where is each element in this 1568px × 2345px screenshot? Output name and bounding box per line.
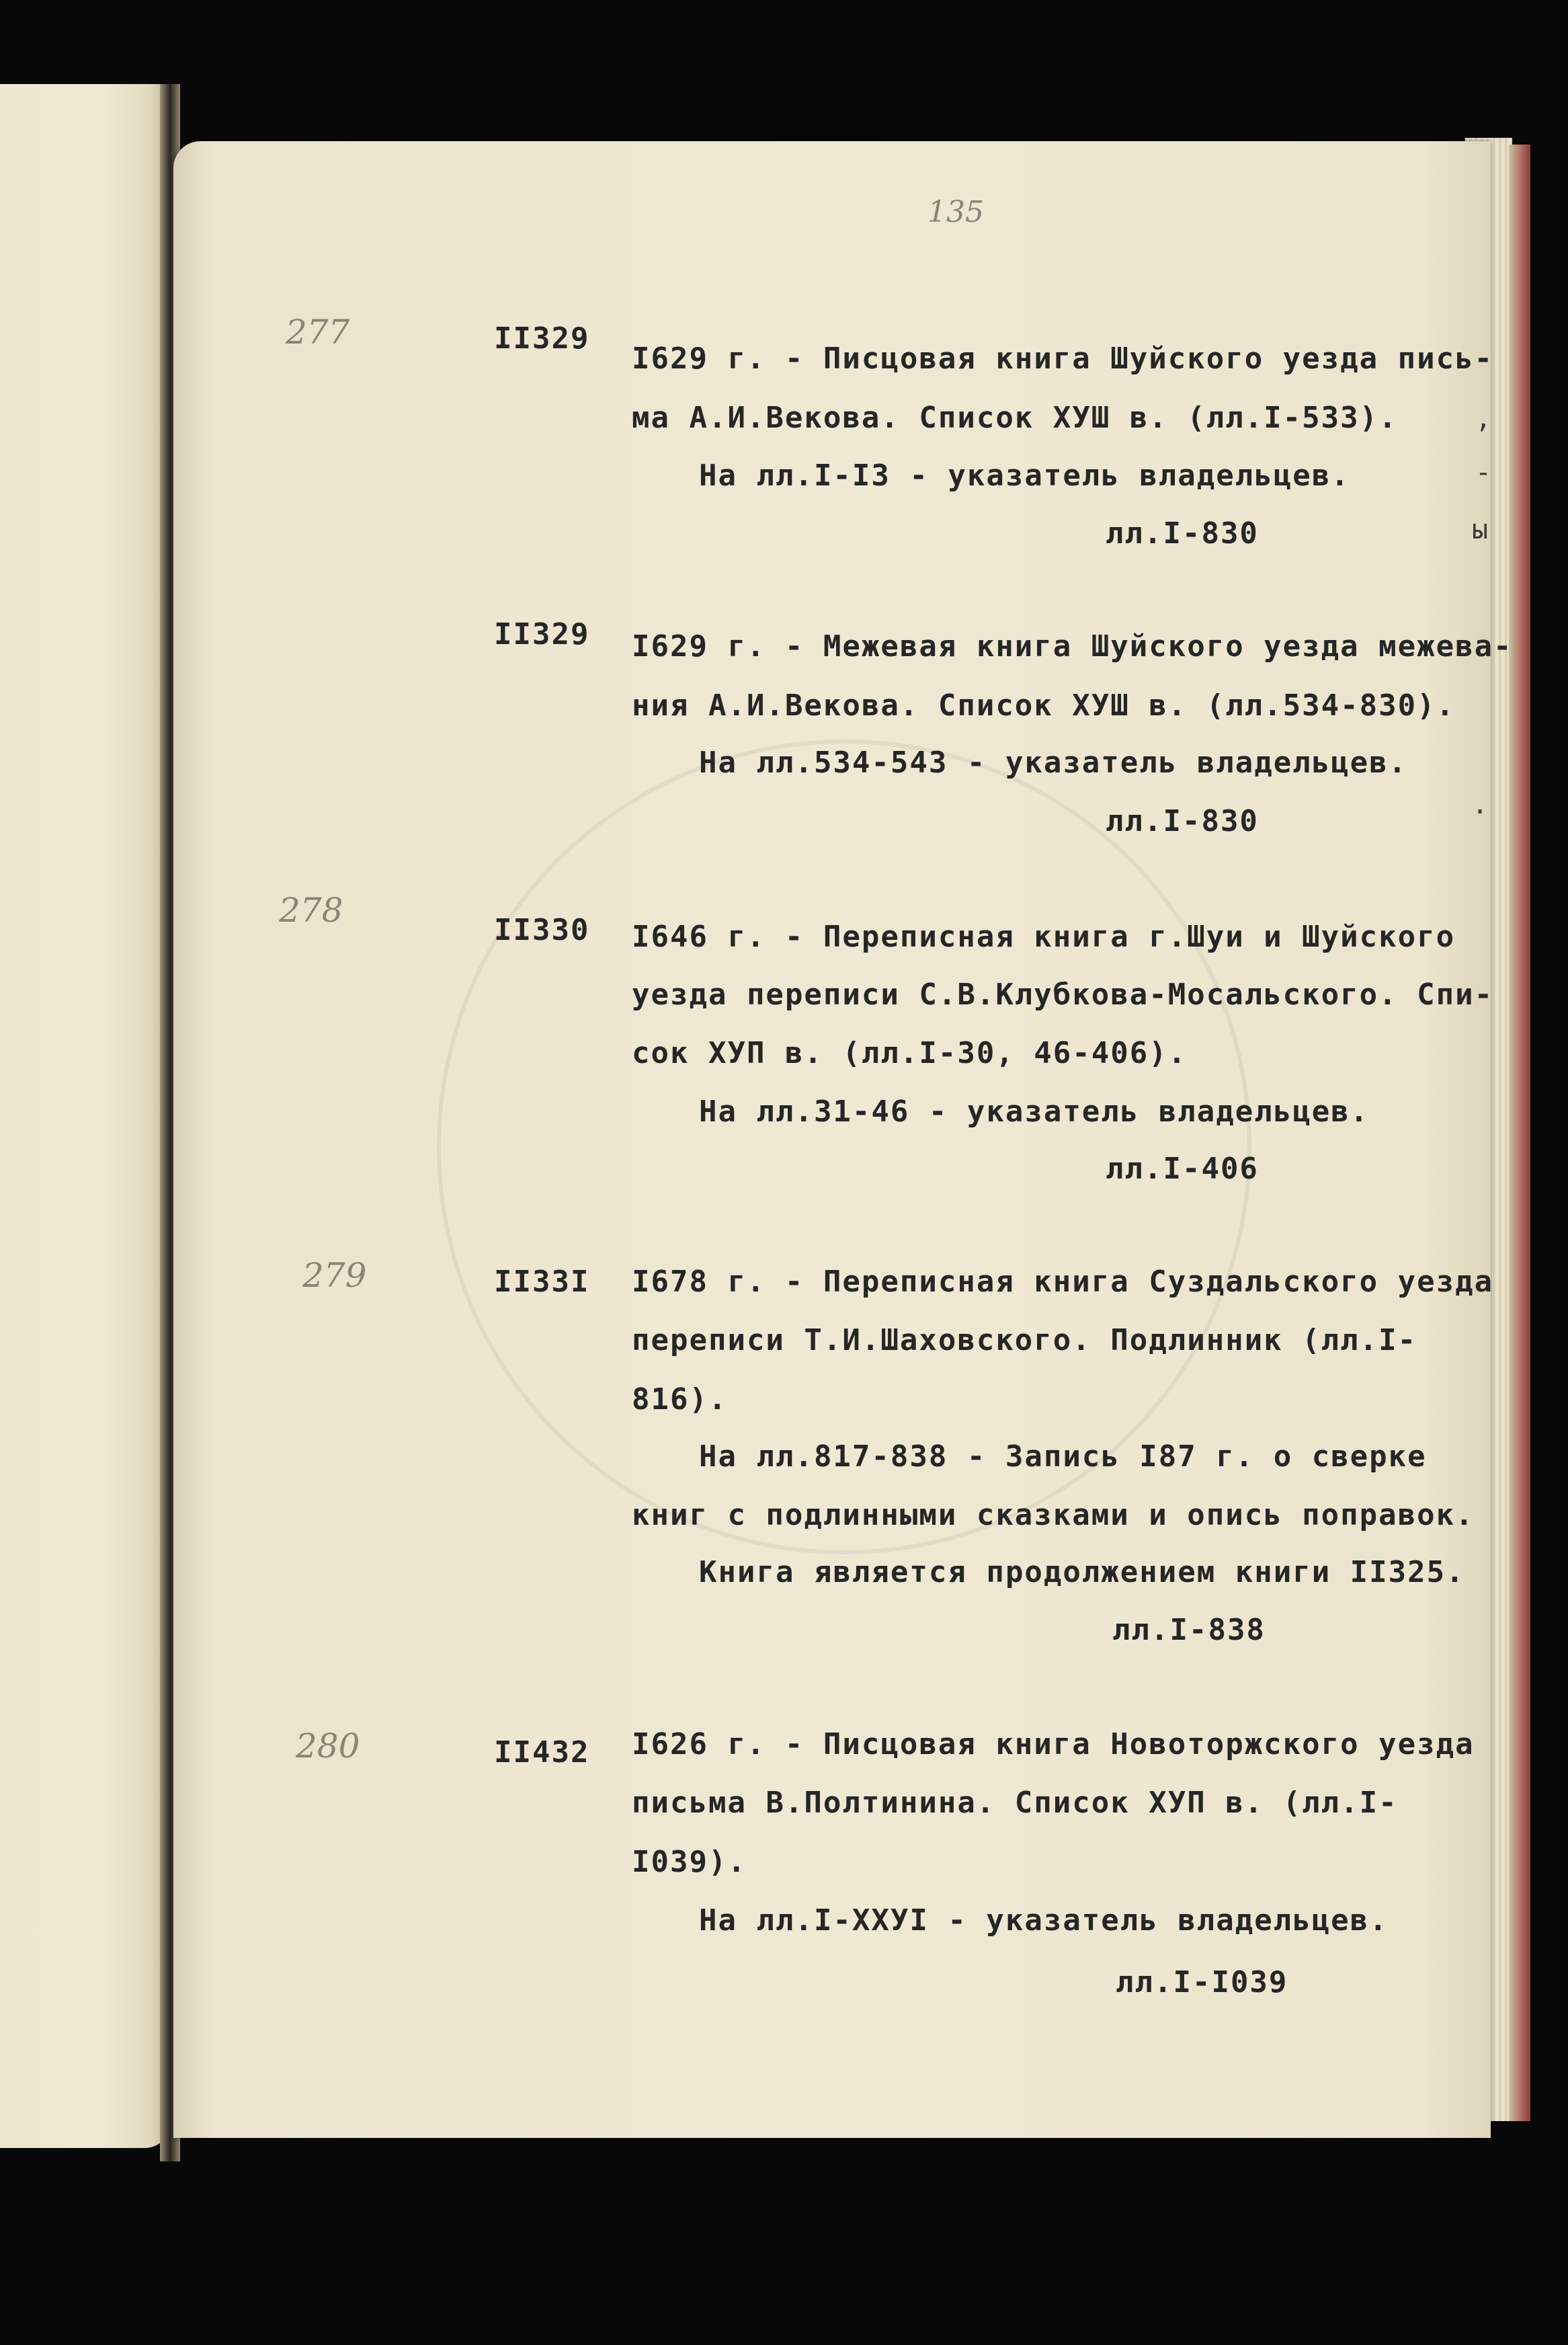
- entry-mark: 279: [302, 1256, 367, 1295]
- entry-line: Книга является продолжением книги II325.: [699, 1555, 1465, 1589]
- entry-folios: лл.I-830: [1106, 516, 1259, 551]
- entry-line: уезда переписи С.В.Клубкова-Мосальского. Спи-: [632, 978, 1494, 1012]
- entry-mark: 280: [296, 1726, 360, 1765]
- entry-line: На лл.534-543 - указатель владельцев.: [699, 746, 1408, 780]
- entry-line: I626 г. - Писцовая книга Новоторжского уезда: [632, 1727, 1475, 1761]
- margin-mark: ·: [1472, 797, 1489, 828]
- margin-mark: ы: [1472, 514, 1489, 545]
- entry-line: I629 г. - Писцовая книга Шуйского уезда пись-: [632, 342, 1494, 376]
- entry-line: I678 г. - Переписная книга Суздальского уезда: [632, 1265, 1494, 1299]
- entry-folios: лл.I-838: [1112, 1613, 1266, 1647]
- entry-line: ния А.И.Векова. Список ХУШ в. (лл.534-830).: [632, 688, 1456, 723]
- entry-line: На лл.817-838 - Запись I87 г. о сверке: [699, 1439, 1427, 1474]
- entry-mark: 277: [286, 313, 350, 352]
- entry-line: ма А.И.Векова. Список ХУШ в. (лл.I-533).: [632, 401, 1398, 435]
- book-cover-edge: [1509, 145, 1530, 2121]
- margin-mark: -: [1475, 457, 1492, 488]
- entry-line: книг с подлинными сказками и опись поправок.: [632, 1498, 1475, 1532]
- entry-line: 816).: [632, 1382, 728, 1417]
- entry-folios: лл.I-I039: [1116, 1965, 1288, 1999]
- entry-folios: лл.I-830: [1106, 804, 1259, 838]
- margin-mark: ,: [1475, 403, 1492, 434]
- page-number: 135: [927, 195, 984, 229]
- entry-line: письма В.Полтинина. Список ХУП в. (лл.I-: [632, 1786, 1398, 1820]
- entry-code: II432: [494, 1735, 590, 1770]
- entry-line: переписи Т.И.Шаховского. Подлинник (лл.I-: [632, 1323, 1417, 1357]
- left-page: [0, 84, 171, 2148]
- entry-code: II33I: [494, 1265, 590, 1299]
- entry-line: I646 г. - Переписная книга г.Шуи и Шуйского: [632, 920, 1456, 954]
- entry-line: На лл.I-ХХУI - указатель владельцев.: [699, 1903, 1389, 1938]
- entry-line: На лл.I-I3 - указатель владельцев.: [699, 459, 1350, 493]
- entry-line: I629 г. - Межевая книга Шуйского уезда межева-: [632, 629, 1513, 664]
- entry-line: I039).: [632, 1845, 747, 1879]
- entry-folios: лл.I-406: [1106, 1152, 1259, 1186]
- entry-mark: 278: [279, 891, 343, 930]
- entry-line: На лл.31-46 - указатель владельцев.: [699, 1095, 1370, 1129]
- entry-line: сок ХУП в. (лл.I-30, 46-406).: [632, 1036, 1188, 1070]
- entry-code: II330: [494, 913, 590, 947]
- entry-code: II329: [494, 617, 590, 651]
- entry-code: II329: [494, 321, 590, 356]
